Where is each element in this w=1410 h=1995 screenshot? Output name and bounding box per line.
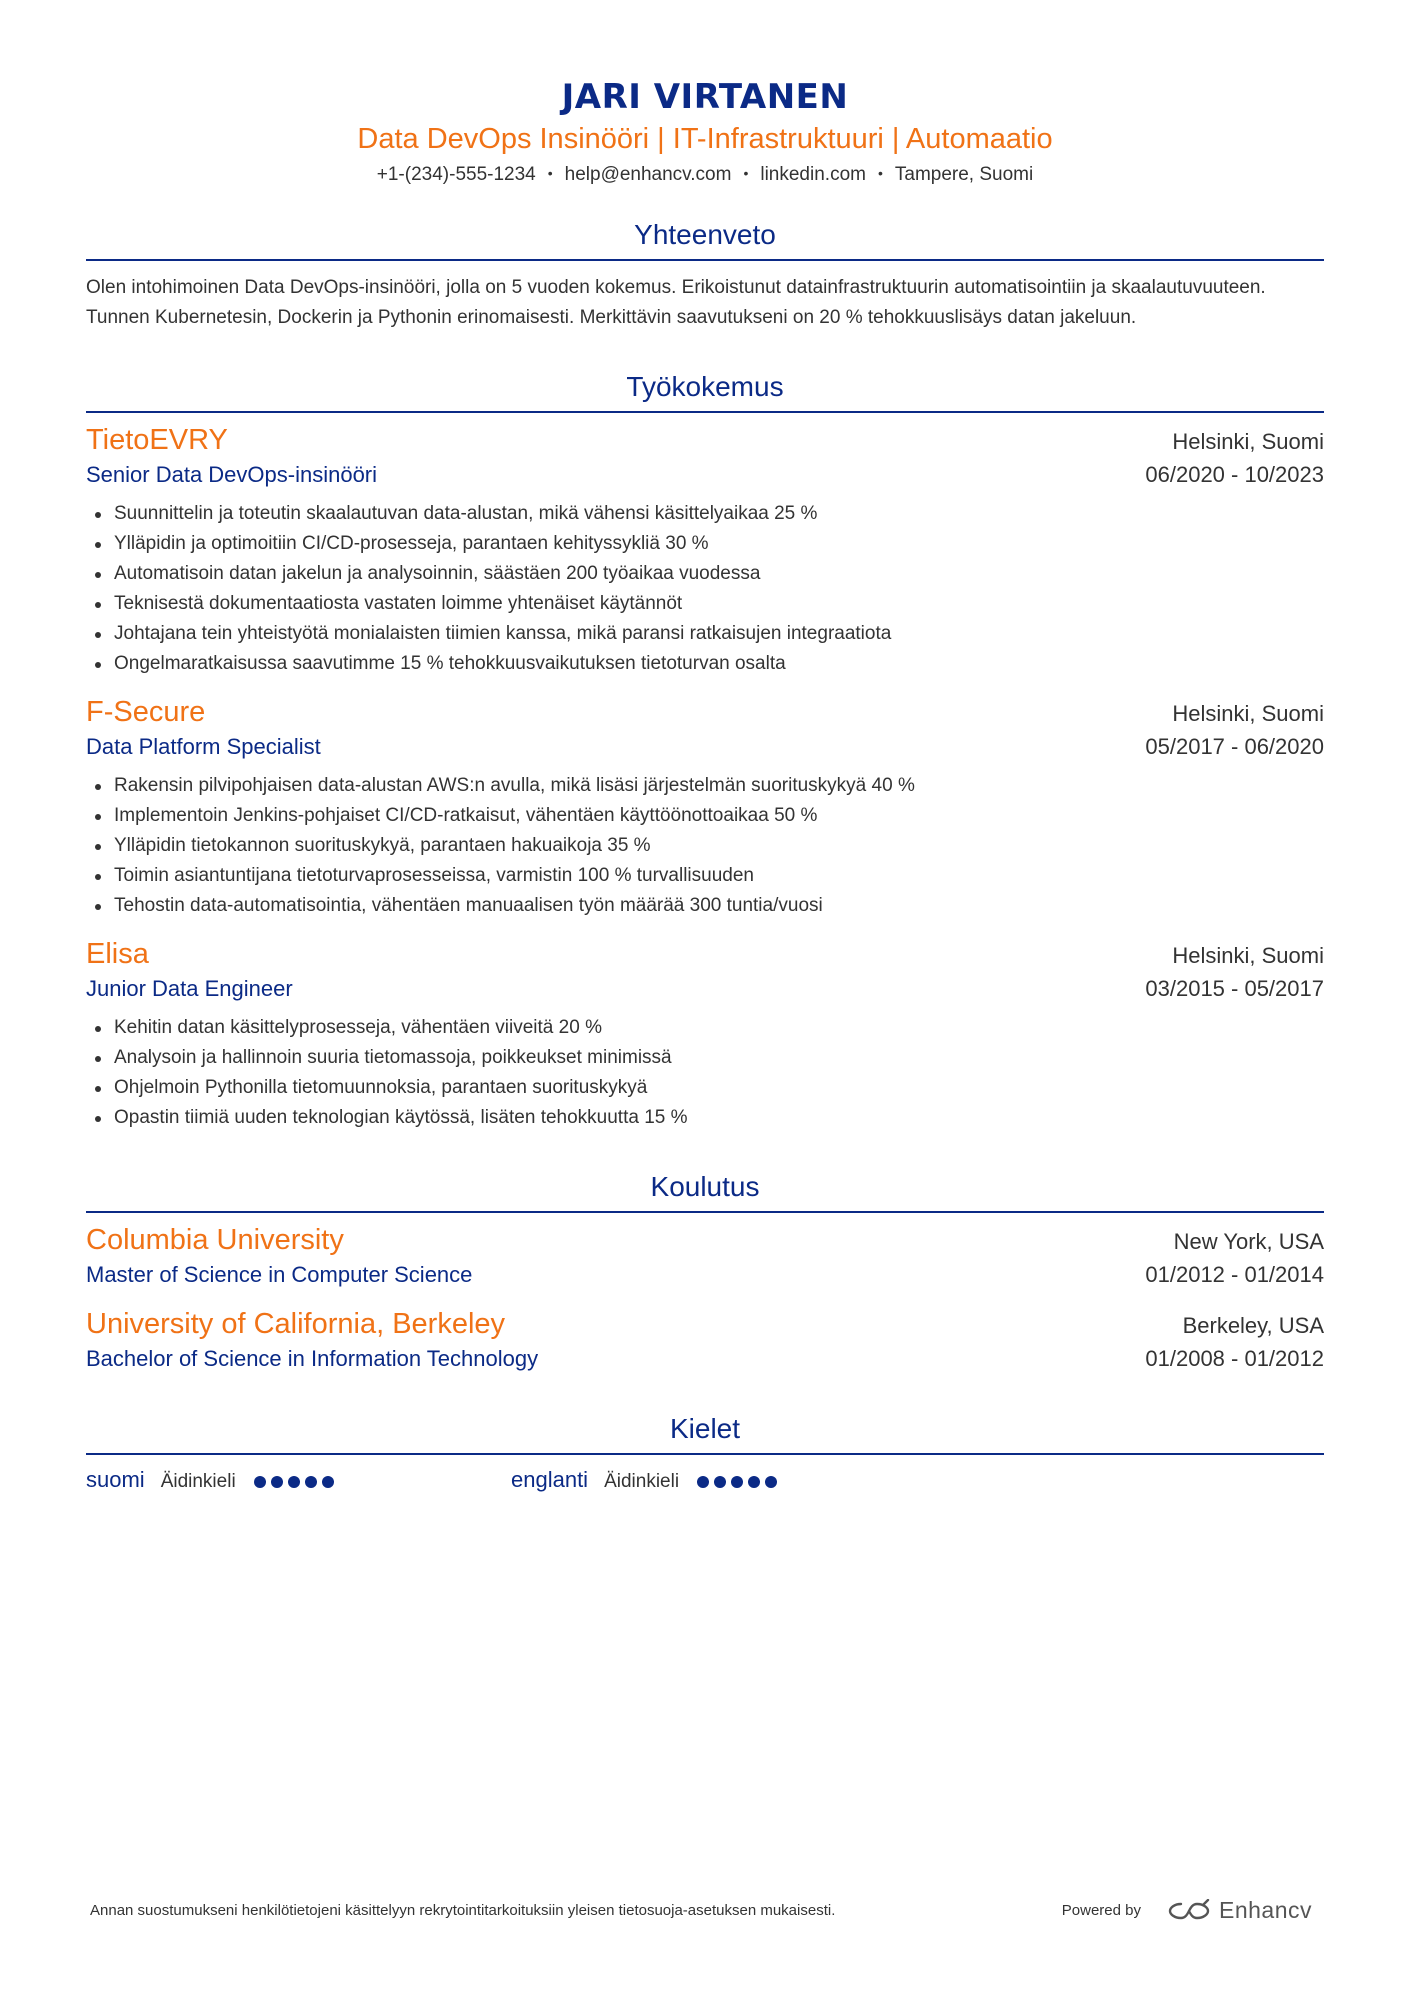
resume-header xyxy=(86,74,1324,189)
job-entry xyxy=(86,693,1324,921)
education-degree: Master of Science in Computer Science xyxy=(86,1262,473,1287)
job-header-row xyxy=(86,421,1324,459)
enhancv-logo-icon xyxy=(1167,1899,1211,1923)
education-subheader-row xyxy=(86,1343,1324,1375)
rating-dot xyxy=(697,1476,709,1488)
job-role: Junior Data Engineer xyxy=(86,976,293,1001)
enhancv-logo[interactable] xyxy=(1167,1897,1312,1924)
education-entry xyxy=(86,1305,1324,1375)
rating-dot xyxy=(305,1476,317,1488)
gdpr-consent: Annan suostumukseni henkilötietojeni käsittelyyn rekrytointitarkoituksiin yleisen tietosuoja-asetuksen mukaisesti. xyxy=(90,1902,836,1919)
language-name: englanti xyxy=(511,1467,589,1492)
enhancv-brand-name: Enhancv xyxy=(1218,1897,1312,1923)
page-footer xyxy=(90,1897,1312,1924)
job-bullets xyxy=(86,1013,1324,1133)
language-name: suomi xyxy=(86,1467,145,1492)
job-bullet: Implementoin Jenkins-pohjaiset CI/CD-ratkaisut, vähentäen käyttöönottoaikaa 50 % xyxy=(86,801,1324,831)
section-divider xyxy=(86,1453,1324,1455)
job-header-row xyxy=(86,935,1324,973)
language-item xyxy=(511,1467,936,1493)
languages-heading: Kielet xyxy=(669,1413,741,1444)
candidate-headline: Data DevOps Insinööri | IT-Infrastruktuuri | Automaatio xyxy=(357,123,1053,155)
rating-dot xyxy=(731,1476,743,1488)
powered-by xyxy=(1062,1897,1312,1924)
job-dates: 03/2015 - 05/2017 xyxy=(1145,976,1324,1001)
education-degree: Bachelor of Science in Information Technology xyxy=(86,1346,539,1371)
job-bullet: Tehostin data-automatisointia, vähentäen manuaalisen työn määrää 300 tuntia/vuosi xyxy=(86,891,1324,921)
job-entry xyxy=(86,421,1324,679)
education-dates: 01/2012 - 01/2014 xyxy=(1145,1262,1324,1287)
summary-heading: Yhteenveto xyxy=(634,219,776,250)
education-heading: Koulutus xyxy=(650,1171,760,1202)
job-bullets xyxy=(86,771,1324,921)
job-bullet: Opastin tiimiä uuden teknologian käytössä, lisäten tehokkuutta 15 % xyxy=(86,1103,1324,1133)
languages-row xyxy=(86,1467,1324,1493)
job-header-row xyxy=(86,693,1324,731)
contact-linkedin[interactable]: linkedin.com xyxy=(760,164,866,185)
languages-section xyxy=(86,1411,1324,1493)
job-location: Helsinki, Suomi xyxy=(1172,943,1324,968)
job-dates: 06/2020 - 10/2023 xyxy=(1145,462,1324,487)
resume-page xyxy=(86,0,1324,1493)
rating-dot xyxy=(254,1476,266,1488)
education-school: Columbia University xyxy=(86,1224,344,1256)
job-location: Helsinki, Suomi xyxy=(1172,701,1324,726)
job-location: Helsinki, Suomi xyxy=(1172,429,1324,454)
job-bullet: Rakensin pilvipohjaisen data-alustan AWS:n avulla, mikä lisäsi järjestelmän suorituskykyä 40 % xyxy=(86,771,1324,801)
job-entry xyxy=(86,935,1324,1133)
education-school: University of California, Berkeley xyxy=(86,1308,506,1340)
contact-separator: • xyxy=(743,165,749,181)
job-subheader-row xyxy=(86,973,1324,1005)
language-level: Äidinkieli xyxy=(604,1471,680,1492)
candidate-name: JARI VIRTANEN xyxy=(561,77,849,117)
rating-dot xyxy=(748,1476,760,1488)
rating-dot xyxy=(271,1476,283,1488)
education-dates: 01/2008 - 01/2012 xyxy=(1145,1346,1324,1371)
job-bullet: Suunnittelin ja toteutin skaalautuvan data-alustan, mikä vähensi käsittelyaikaa 25 % xyxy=(86,499,1324,529)
job-role: Senior Data DevOps-insinööri xyxy=(86,462,378,487)
contact-email[interactable]: help@enhancv.com xyxy=(564,164,732,185)
job-bullet: Ylläpidin tietokannon suorituskykyä, parantaen hakuaikoja 35 % xyxy=(86,831,1324,861)
education-header-row xyxy=(86,1221,1324,1259)
job-company: TietoEVRY xyxy=(86,424,228,456)
contact-line xyxy=(86,159,1324,189)
job-bullets xyxy=(86,499,1324,679)
job-dates: 05/2017 - 06/2020 xyxy=(1145,734,1324,759)
job-bullet: Analysoin ja hallinnoin suuria tietomassoja, poikkeukset minimissä xyxy=(86,1043,1324,1073)
language-rating xyxy=(697,1476,777,1488)
job-bullet: Johtajana tein yhteistyötä monialaisten tiimien kanssa, mikä paransi ratkaisujen integraatiota xyxy=(86,619,1324,649)
rating-dot xyxy=(714,1476,726,1488)
summary-section xyxy=(86,217,1324,333)
job-subheader-row xyxy=(86,731,1324,763)
education-subheader-row xyxy=(86,1259,1324,1291)
language-level: Äidinkieli xyxy=(160,1471,236,1492)
section-divider xyxy=(86,259,1324,261)
contact-separator: • xyxy=(547,165,553,181)
job-company: F-Secure xyxy=(86,696,206,728)
experience-heading: Työkokemus xyxy=(626,371,784,402)
job-bullet: Ohjelmoin Pythonilla tietomuunnoksia, parantaen suorituskykyä xyxy=(86,1073,1324,1103)
job-bullet: Ylläpidin ja optimoitiin CI/CD-prosesseja, parantaen kehityssykliä 30 % xyxy=(86,529,1324,559)
education-location: New York, USA xyxy=(1173,1229,1324,1254)
powered-by-label: Powered by xyxy=(1061,1902,1141,1919)
section-divider xyxy=(86,1211,1324,1213)
education-location: Berkeley, USA xyxy=(1182,1313,1324,1338)
contact-phone: +1-(234)-555-1234 xyxy=(376,164,536,185)
rating-dot xyxy=(322,1476,334,1488)
job-bullet: Ongelmaratkaisussa saavutimme 15 % tehokkuusvaikutuksen tietoturvan osalta xyxy=(86,649,1324,679)
job-bullet: Toimin asiantuntijana tietoturvaprosesseissa, varmistin 100 % turvallisuuden xyxy=(86,861,1324,891)
education-section xyxy=(86,1169,1324,1375)
contact-location: Tampere, Suomi xyxy=(894,164,1034,185)
section-divider xyxy=(86,411,1324,413)
job-bullet: Automatisoin datan jakelun ja analysoinnin, säästäen 200 työaikaa vuodessa xyxy=(86,559,1324,589)
education-header-row xyxy=(86,1305,1324,1343)
language-item xyxy=(86,1467,511,1493)
job-company: Elisa xyxy=(86,938,149,970)
rating-dot xyxy=(288,1476,300,1488)
contact-separator: • xyxy=(877,165,883,181)
job-role: Data Platform Specialist xyxy=(86,734,321,759)
experience-section xyxy=(86,369,1324,1133)
education-entry xyxy=(86,1221,1324,1291)
language-rating xyxy=(254,1476,334,1488)
job-bullet: Teknisestä dokumentaatiosta vastaten loimme yhtenäiset käytännöt xyxy=(86,589,1324,619)
summary-text: Olen intohimoinen Data DevOps-insinööri, jolla on 5 vuoden kokemus. Erikoistunut datainfrastruktuurin automatisointiin ja skaalautuvuuteen. Tunnen Kubernetesin, Dockerin ja Pythonin erinomaisesti. Merkittävin saavutukseni on 20 % tehokkuuslisäys datan jakeluun. xyxy=(86,277,1266,328)
job-subheader-row xyxy=(86,459,1324,491)
job-bullet: Kehitin datan käsittelyprosesseja, vähentäen viiveitä 20 % xyxy=(86,1013,1324,1043)
rating-dot xyxy=(765,1476,777,1488)
